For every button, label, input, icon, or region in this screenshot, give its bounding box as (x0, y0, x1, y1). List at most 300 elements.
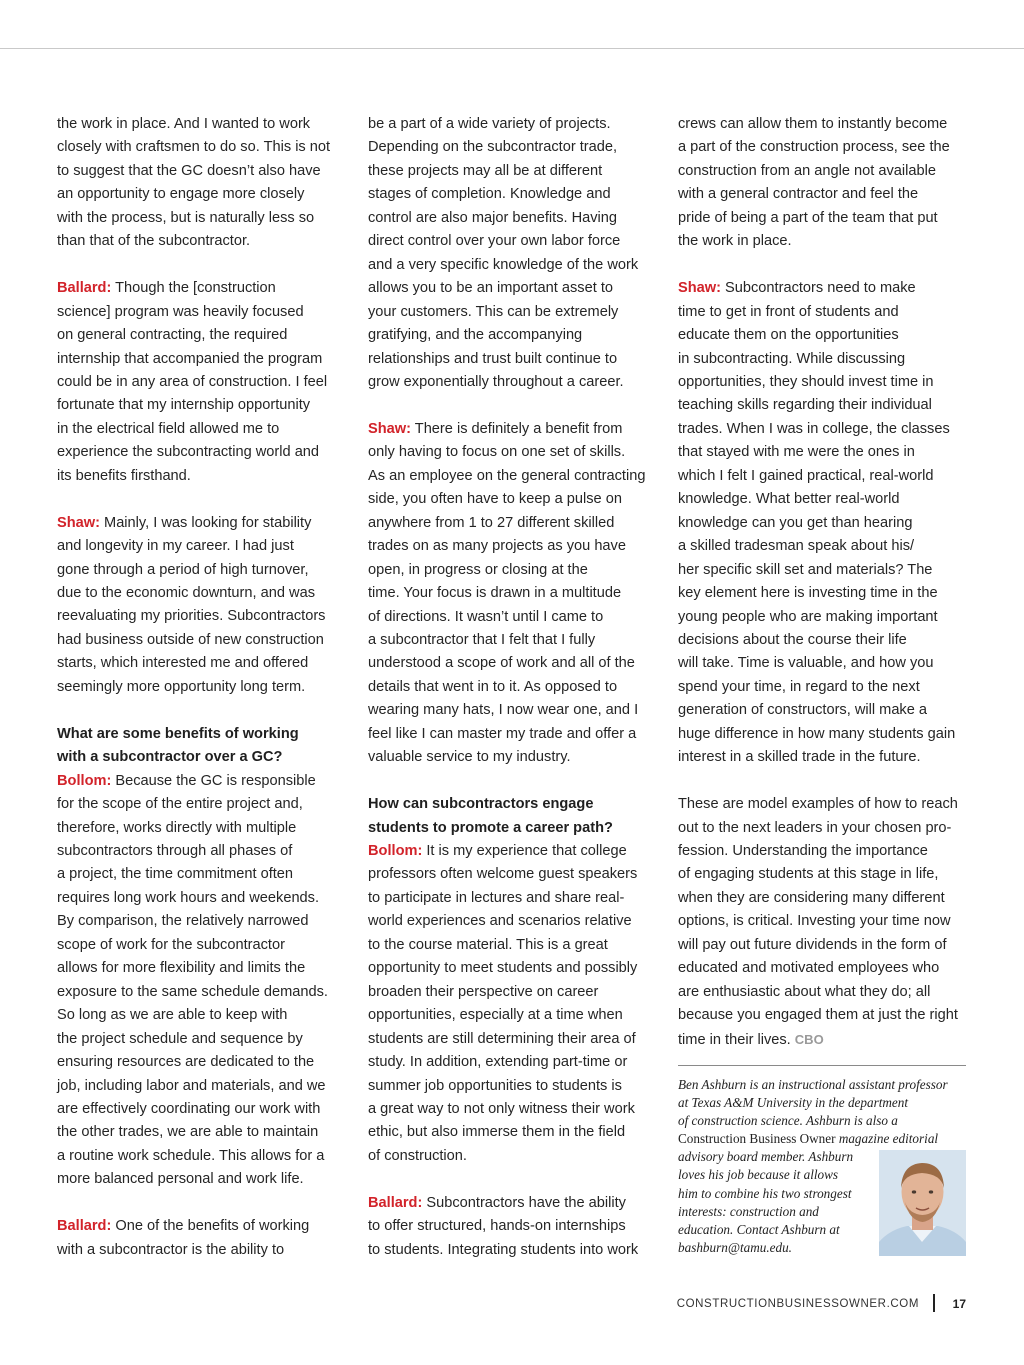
bio-text: bashburn@tamu.edu. (678, 1239, 792, 1255)
bio-line (678, 1094, 968, 1112)
paragraph-gap (57, 1192, 347, 1215)
body-text: starts, which interested me and offered (57, 655, 309, 672)
body-text: interest in a skilled trade in the future. (678, 749, 921, 766)
bio-line (678, 1130, 968, 1148)
text-line (678, 887, 970, 910)
text-line (678, 817, 970, 840)
body-text: Subcontractors have the ability (422, 1194, 626, 1211)
text-line (57, 1121, 347, 1144)
body-text: professors often welcome guest speakers (368, 866, 638, 883)
text-line (678, 441, 970, 464)
text-line (57, 535, 347, 558)
text-line (678, 465, 970, 488)
text-line (57, 887, 347, 910)
text-line (57, 230, 347, 253)
text-line (57, 183, 347, 206)
bio-text: advisory board member. Ashburn (678, 1149, 854, 1165)
text-line (57, 1028, 347, 1051)
text-line (678, 723, 970, 746)
paragraph-gap (57, 699, 347, 722)
magazine-name: Construction Business Owner (678, 1131, 836, 1147)
body-text: valuable service to my industry. (368, 749, 571, 766)
body-text: gone through a period of high turnover, (57, 561, 309, 578)
body-text: broaden their perspective on career (368, 983, 599, 1000)
text-line (57, 512, 347, 535)
bio-text: interests: construction and (678, 1203, 819, 1219)
body-text: when they are considering many different (678, 889, 945, 906)
text-line (678, 301, 970, 324)
body-text: allows you to be an important asset to (368, 280, 613, 297)
body-text: to students. Integrating students into work (368, 1241, 639, 1258)
bio-text: at Texas A&M University in the department (678, 1095, 909, 1111)
page-footer (600, 1297, 966, 1317)
text-line (57, 324, 347, 347)
body-text: anywhere from 1 to 27 different skilled (368, 514, 615, 531)
text-line (678, 559, 970, 582)
body-text: details that went in to it. As opposed to (368, 678, 618, 695)
body-text: internship that accompanied the program (57, 350, 323, 367)
text-line (678, 1028, 970, 1052)
text-line (368, 910, 660, 933)
text-line (57, 1051, 347, 1074)
bio-text: Ben Ashburn is an instructional assistant professor (678, 1077, 948, 1092)
bio-text: loves his job because it allows (678, 1167, 839, 1183)
body-text: more balanced personal and work life. (57, 1171, 304, 1188)
speaker-name: Ballard: (368, 1194, 423, 1211)
text-line (678, 1004, 970, 1027)
body-text: There is definitely a benefit from (410, 420, 623, 437)
body-text: and longevity in my career. I had just (57, 538, 294, 555)
body-text: scope of work for the subcontractor (57, 936, 285, 953)
body-text: to suggest that the GC doesn’t also have (57, 162, 321, 179)
body-text: the work in place. And I wanted to work (57, 116, 311, 132)
text-line (57, 559, 347, 582)
text-line (678, 957, 970, 980)
body-text: key element here is investing time in the (678, 585, 938, 602)
body-text: a skilled tradesman speak about his/ (678, 538, 915, 555)
body-text: for the scope of the entire project and, (57, 796, 303, 813)
body-text: these projects may all be at different (368, 162, 603, 179)
body-text: knowledge can you get than hearing (678, 514, 913, 531)
text-line (57, 418, 347, 441)
text-line (57, 582, 347, 605)
text-line (57, 207, 347, 230)
body-text: exposure to the same schedule demands. (57, 983, 328, 1000)
text-line (678, 324, 970, 347)
footer-website: CONSTRUCTIONBUSINESSOWNER.COM (676, 1298, 919, 1310)
text-line (368, 371, 660, 394)
body-text: study. In addition, extending part-time or (368, 1054, 628, 1071)
body-text: side, you often have to keep a pulse on (368, 491, 622, 508)
text-line (368, 629, 660, 652)
text-line (57, 793, 347, 816)
text-line (368, 465, 660, 488)
body-text: in subcontracting. While discussing (678, 350, 906, 367)
text-line (57, 746, 347, 769)
body-text: knowledge. What better real-world (678, 491, 900, 508)
text-line (57, 1075, 347, 1098)
body-text: decisions about the course their life (678, 631, 907, 648)
body-text: the project schedule and sequence by (57, 1030, 303, 1047)
body-text: because you engaged them at just the right (678, 1007, 958, 1024)
text-line (678, 652, 970, 675)
body-text: could be in any area of construction. I feel (57, 373, 328, 390)
text-line (368, 957, 660, 980)
text-line (57, 1098, 347, 1121)
body-text: students are still determining their area of (368, 1030, 636, 1047)
body-text: pride of being a part of the team that put (678, 209, 938, 226)
text-line (368, 1075, 660, 1098)
text-line (57, 957, 347, 980)
text-line (678, 394, 970, 417)
text-line (678, 910, 970, 933)
body-text: her specific skill set and materials? The (678, 561, 933, 578)
article-column-3 (678, 113, 970, 1052)
body-text: had business outside of new construction (57, 631, 324, 648)
author-photo (879, 1150, 966, 1256)
body-text: ensuring resources are dedicated to the (57, 1054, 315, 1071)
text-line (678, 207, 970, 230)
speaker-name: Ballard: (57, 280, 112, 297)
text-line (57, 1239, 347, 1262)
text-line (368, 817, 660, 840)
question-heading: How can subcontractors engage (368, 796, 594, 813)
body-text: of construction. (368, 1147, 467, 1164)
text-line (368, 1004, 660, 1027)
bio-line (678, 1112, 968, 1130)
text-line (678, 840, 970, 863)
text-line (678, 488, 970, 511)
body-text: Because the GC is responsible (111, 772, 316, 789)
body-text: in the electrical field allowed me to (57, 420, 280, 437)
text-line (57, 629, 347, 652)
body-text: time. Your focus is drawn in a multitude (368, 585, 622, 602)
text-line (678, 676, 970, 699)
text-line (368, 1215, 660, 1238)
body-text: experience the subcontracting world and (57, 444, 320, 461)
body-text: are effectively coordinating our work with (57, 1100, 321, 1117)
body-text: control are also major benefits. Having (368, 209, 618, 226)
text-line (57, 863, 347, 886)
text-line (57, 441, 347, 464)
body-text: Subcontractors need to make (720, 280, 916, 297)
paragraph-gap (368, 770, 660, 793)
body-text: allows for more flexibility and limits the (57, 960, 306, 977)
text-line (368, 676, 660, 699)
paragraph-gap (368, 394, 660, 417)
text-line (368, 1121, 660, 1144)
text-line (57, 676, 347, 699)
body-text: teaching skills regarding their individual (678, 397, 932, 414)
text-line (368, 1028, 660, 1051)
text-line (678, 746, 970, 769)
body-text: will pay out future dividends in the form of (678, 936, 947, 953)
body-text: open, in progress or closing at the (368, 561, 588, 578)
text-line (57, 394, 347, 417)
text-line (678, 348, 970, 371)
body-text: grow exponentially throughout a career. (368, 373, 624, 390)
text-line (57, 136, 347, 159)
text-line (57, 934, 347, 957)
text-line (368, 136, 660, 159)
text-line (368, 301, 660, 324)
body-text: and a very specific knowledge of the work (368, 256, 639, 273)
text-line (678, 535, 970, 558)
text-line (368, 934, 660, 957)
body-text: opportunity to meet students and possibly (368, 960, 638, 977)
speaker-name: Shaw: (678, 280, 721, 297)
body-text: with the process, but is naturally less so (57, 209, 315, 226)
text-line (678, 793, 970, 816)
body-text: due to the economic downturn, and was (57, 585, 315, 602)
bio-text: him to combine his two strongest (678, 1185, 852, 1201)
text-line (678, 582, 970, 605)
paragraph-gap (368, 1168, 660, 1191)
body-text: out to the next leaders in your chosen pro- (678, 819, 952, 836)
text-line (368, 863, 660, 886)
text-line (368, 1051, 660, 1074)
body-text: understood a scope of work and all of the (368, 655, 635, 672)
body-text: subcontractors through all phases of (57, 843, 293, 859)
body-text: By comparison, the relatively narrowed (57, 913, 309, 930)
text-line (57, 770, 347, 793)
body-text: its benefits firsthand. (57, 467, 191, 484)
text-line (678, 183, 970, 206)
body-text: seemingly more opportunity long term. (57, 678, 306, 695)
text-line (57, 817, 347, 840)
text-line (368, 723, 660, 746)
body-text: reevaluating my priorities. Subcontractors (57, 608, 326, 625)
question-heading: students to promote a career path? (368, 819, 613, 836)
body-text: a great way to not only witness their work (368, 1101, 635, 1117)
author-portrait-icon (879, 1150, 966, 1256)
body-text: It is my experience that college (422, 843, 627, 860)
body-text: fortunate that my internship opportunity (57, 397, 311, 414)
text-line (57, 277, 347, 300)
text-line (678, 418, 970, 441)
text-line (57, 840, 347, 863)
body-text: ethic, but also immerse them in the field (368, 1124, 626, 1141)
text-line (678, 160, 970, 183)
text-line (57, 371, 347, 394)
text-line (678, 277, 970, 300)
body-text: closely with craftsmen to do so. This is not (57, 139, 331, 156)
body-text: will take. Time is valuable, and how you (678, 655, 934, 672)
body-text: to the course material. This is a great (368, 936, 608, 953)
body-text: wearing many hats, I now wear one, and I (368, 702, 639, 719)
page-number: 17 (952, 1297, 966, 1311)
speaker-name: Shaw: (368, 420, 411, 437)
text-line (368, 512, 660, 535)
text-line (678, 512, 970, 535)
body-text: construction from an angle not available (678, 162, 936, 179)
body-text: One of the benefits of working (111, 1218, 310, 1235)
text-line (368, 1098, 660, 1121)
text-line (57, 981, 347, 1004)
text-line (368, 1192, 660, 1215)
body-text: feel like I can master my trade and offer a (368, 725, 637, 742)
body-text: spend your time, in regard to the next (678, 678, 920, 695)
text-line (368, 254, 660, 277)
body-text: Mainly, I was looking for stability (99, 514, 312, 531)
text-line (57, 1215, 347, 1238)
body-text: a subcontractor that I felt that I fully (368, 631, 596, 648)
text-line (678, 371, 970, 394)
text-line (368, 230, 660, 253)
body-text: to participate in lectures and share real- (368, 889, 625, 906)
question-heading: What are some benefits of working (57, 725, 299, 742)
body-text: with a general contractor and feel the (678, 186, 919, 203)
text-line (368, 1239, 660, 1262)
body-text: opportunities, they should invest time in (678, 373, 934, 390)
text-line (368, 207, 660, 230)
text-line (57, 160, 347, 183)
text-line (678, 629, 970, 652)
body-text: the other trades, we are able to maintain (57, 1124, 319, 1141)
body-text: science] program was heavily focused (57, 303, 304, 320)
footer-separator (933, 1294, 935, 1312)
text-line (678, 136, 970, 159)
article-column-2 (368, 113, 660, 1262)
text-line (368, 559, 660, 582)
body-text: As an employee on the general contracting (368, 467, 646, 484)
text-line (57, 301, 347, 324)
body-text: time to get in front of students and (678, 303, 899, 320)
body-text: relationships and trust built continue to (368, 350, 618, 367)
text-line (57, 910, 347, 933)
text-line (57, 1145, 347, 1168)
text-line (678, 863, 970, 886)
text-line (57, 1168, 347, 1191)
body-text: an opportunity to engage more closely (57, 186, 305, 203)
text-line (368, 746, 660, 769)
text-line (368, 535, 660, 558)
body-text: crews can allow them to instantly become (678, 116, 948, 132)
body-text: These are model examples of how to reach (678, 796, 958, 813)
text-line (368, 441, 660, 464)
bio-text: education. Contact Ashburn at (678, 1221, 840, 1237)
bio-text: of construction science. Ashburn is also a (678, 1113, 898, 1129)
body-text: options, is critical. Investing your time now (678, 913, 951, 930)
paragraph-gap (678, 254, 970, 277)
text-line (368, 348, 660, 371)
text-line (368, 160, 660, 183)
body-text: a project, the time commitment often (57, 866, 294, 883)
body-text: requires long work hours and weekends. (57, 889, 320, 906)
text-line (57, 1004, 347, 1027)
text-line (678, 934, 970, 957)
body-text: job, including labor and materials, and we (57, 1077, 326, 1094)
text-line (368, 113, 660, 136)
body-text: direct control over your own labor force (368, 233, 621, 250)
body-text: educated and motivated employees who (678, 960, 940, 977)
body-text: Depending on the subcontractor trade, (368, 139, 618, 156)
body-text: educate them on the opportunities (678, 327, 899, 344)
text-line (368, 606, 660, 629)
text-line (57, 465, 347, 488)
text-line (368, 488, 660, 511)
body-text: generation of constructors, will make a (678, 702, 928, 719)
body-text: with a subcontractor is the ability to (57, 1241, 285, 1258)
text-line (368, 418, 660, 441)
text-line (57, 723, 347, 746)
text-line (368, 1145, 660, 1168)
body-text: fession. Understanding the importance (678, 843, 928, 860)
end-mark: CBO (794, 1031, 824, 1047)
body-text: therefore, works directly with multiple (57, 819, 297, 836)
text-line (368, 183, 660, 206)
body-text: summer job opportunities to students is (368, 1077, 622, 1094)
body-text: that stayed with me were the ones in (678, 444, 915, 461)
question-heading: with a subcontractor over a GC? (57, 749, 283, 766)
body-text: So long as we are able to keep with (57, 1007, 288, 1024)
bio-line (678, 1076, 968, 1094)
text-line (678, 113, 970, 136)
text-line (368, 699, 660, 722)
speaker-name: Bollom: (57, 772, 112, 789)
text-line (57, 113, 347, 136)
text-line (678, 699, 970, 722)
bio-divider (678, 1065, 966, 1066)
text-line (368, 887, 660, 910)
text-line (368, 981, 660, 1004)
body-text: a part of the construction process, see the (678, 139, 950, 156)
body-text: huge difference in how many students gain (678, 725, 956, 742)
text-line (368, 324, 660, 347)
text-line (368, 793, 660, 816)
text-line (368, 840, 660, 863)
body-text: than that of the subcontractor. (57, 233, 251, 250)
bio-text: magazine editorial (835, 1131, 939, 1147)
body-text: only having to focus on one set of skills. (368, 444, 626, 461)
text-line (57, 348, 347, 371)
text-line (678, 606, 970, 629)
body-text: on general contracting, the required (57, 327, 288, 344)
text-line (368, 277, 660, 300)
body-text: young people who are making important (678, 608, 938, 625)
text-line (678, 981, 970, 1004)
body-text: your customers. This can be extremely (368, 303, 619, 320)
body-text: stages of completion. Knowledge and (368, 186, 611, 203)
body-text: the work in place. (678, 233, 792, 250)
paragraph-gap (57, 254, 347, 277)
text-line (57, 605, 347, 628)
body-text: of directions. It wasn’t until I came to (368, 608, 604, 625)
text-line (57, 652, 347, 675)
speaker-name: Bollom: (368, 843, 423, 860)
text-line (368, 582, 660, 605)
text-line (368, 652, 660, 675)
body-text: time in their lives. (678, 1031, 795, 1048)
article-column-1 (57, 113, 347, 1262)
body-text: be a part of a wide variety of projects. (368, 116, 611, 132)
body-text: trades on as many projects as you have (368, 538, 626, 555)
body-text: world experiences and scenarios relative (368, 913, 632, 930)
paragraph-gap (57, 488, 347, 511)
paragraph-gap (678, 770, 970, 793)
body-text: of engaging students at this stage in life, (678, 866, 939, 883)
body-text: a routine work schedule. This allows for a (57, 1147, 325, 1164)
speaker-name: Ballard: (57, 1218, 112, 1235)
body-text: opportunities, especially at a time when (368, 1007, 623, 1024)
body-text: Though the [construction (111, 280, 276, 297)
body-text: are enthusiastic about what they do; all (678, 983, 931, 1000)
body-text: to offer structured, hands-on internships (368, 1218, 626, 1235)
body-text: which I felt I gained practical, real-world (678, 467, 934, 484)
speaker-name: Shaw: (57, 514, 100, 531)
text-line (678, 230, 970, 253)
top-bar (0, 0, 1024, 49)
